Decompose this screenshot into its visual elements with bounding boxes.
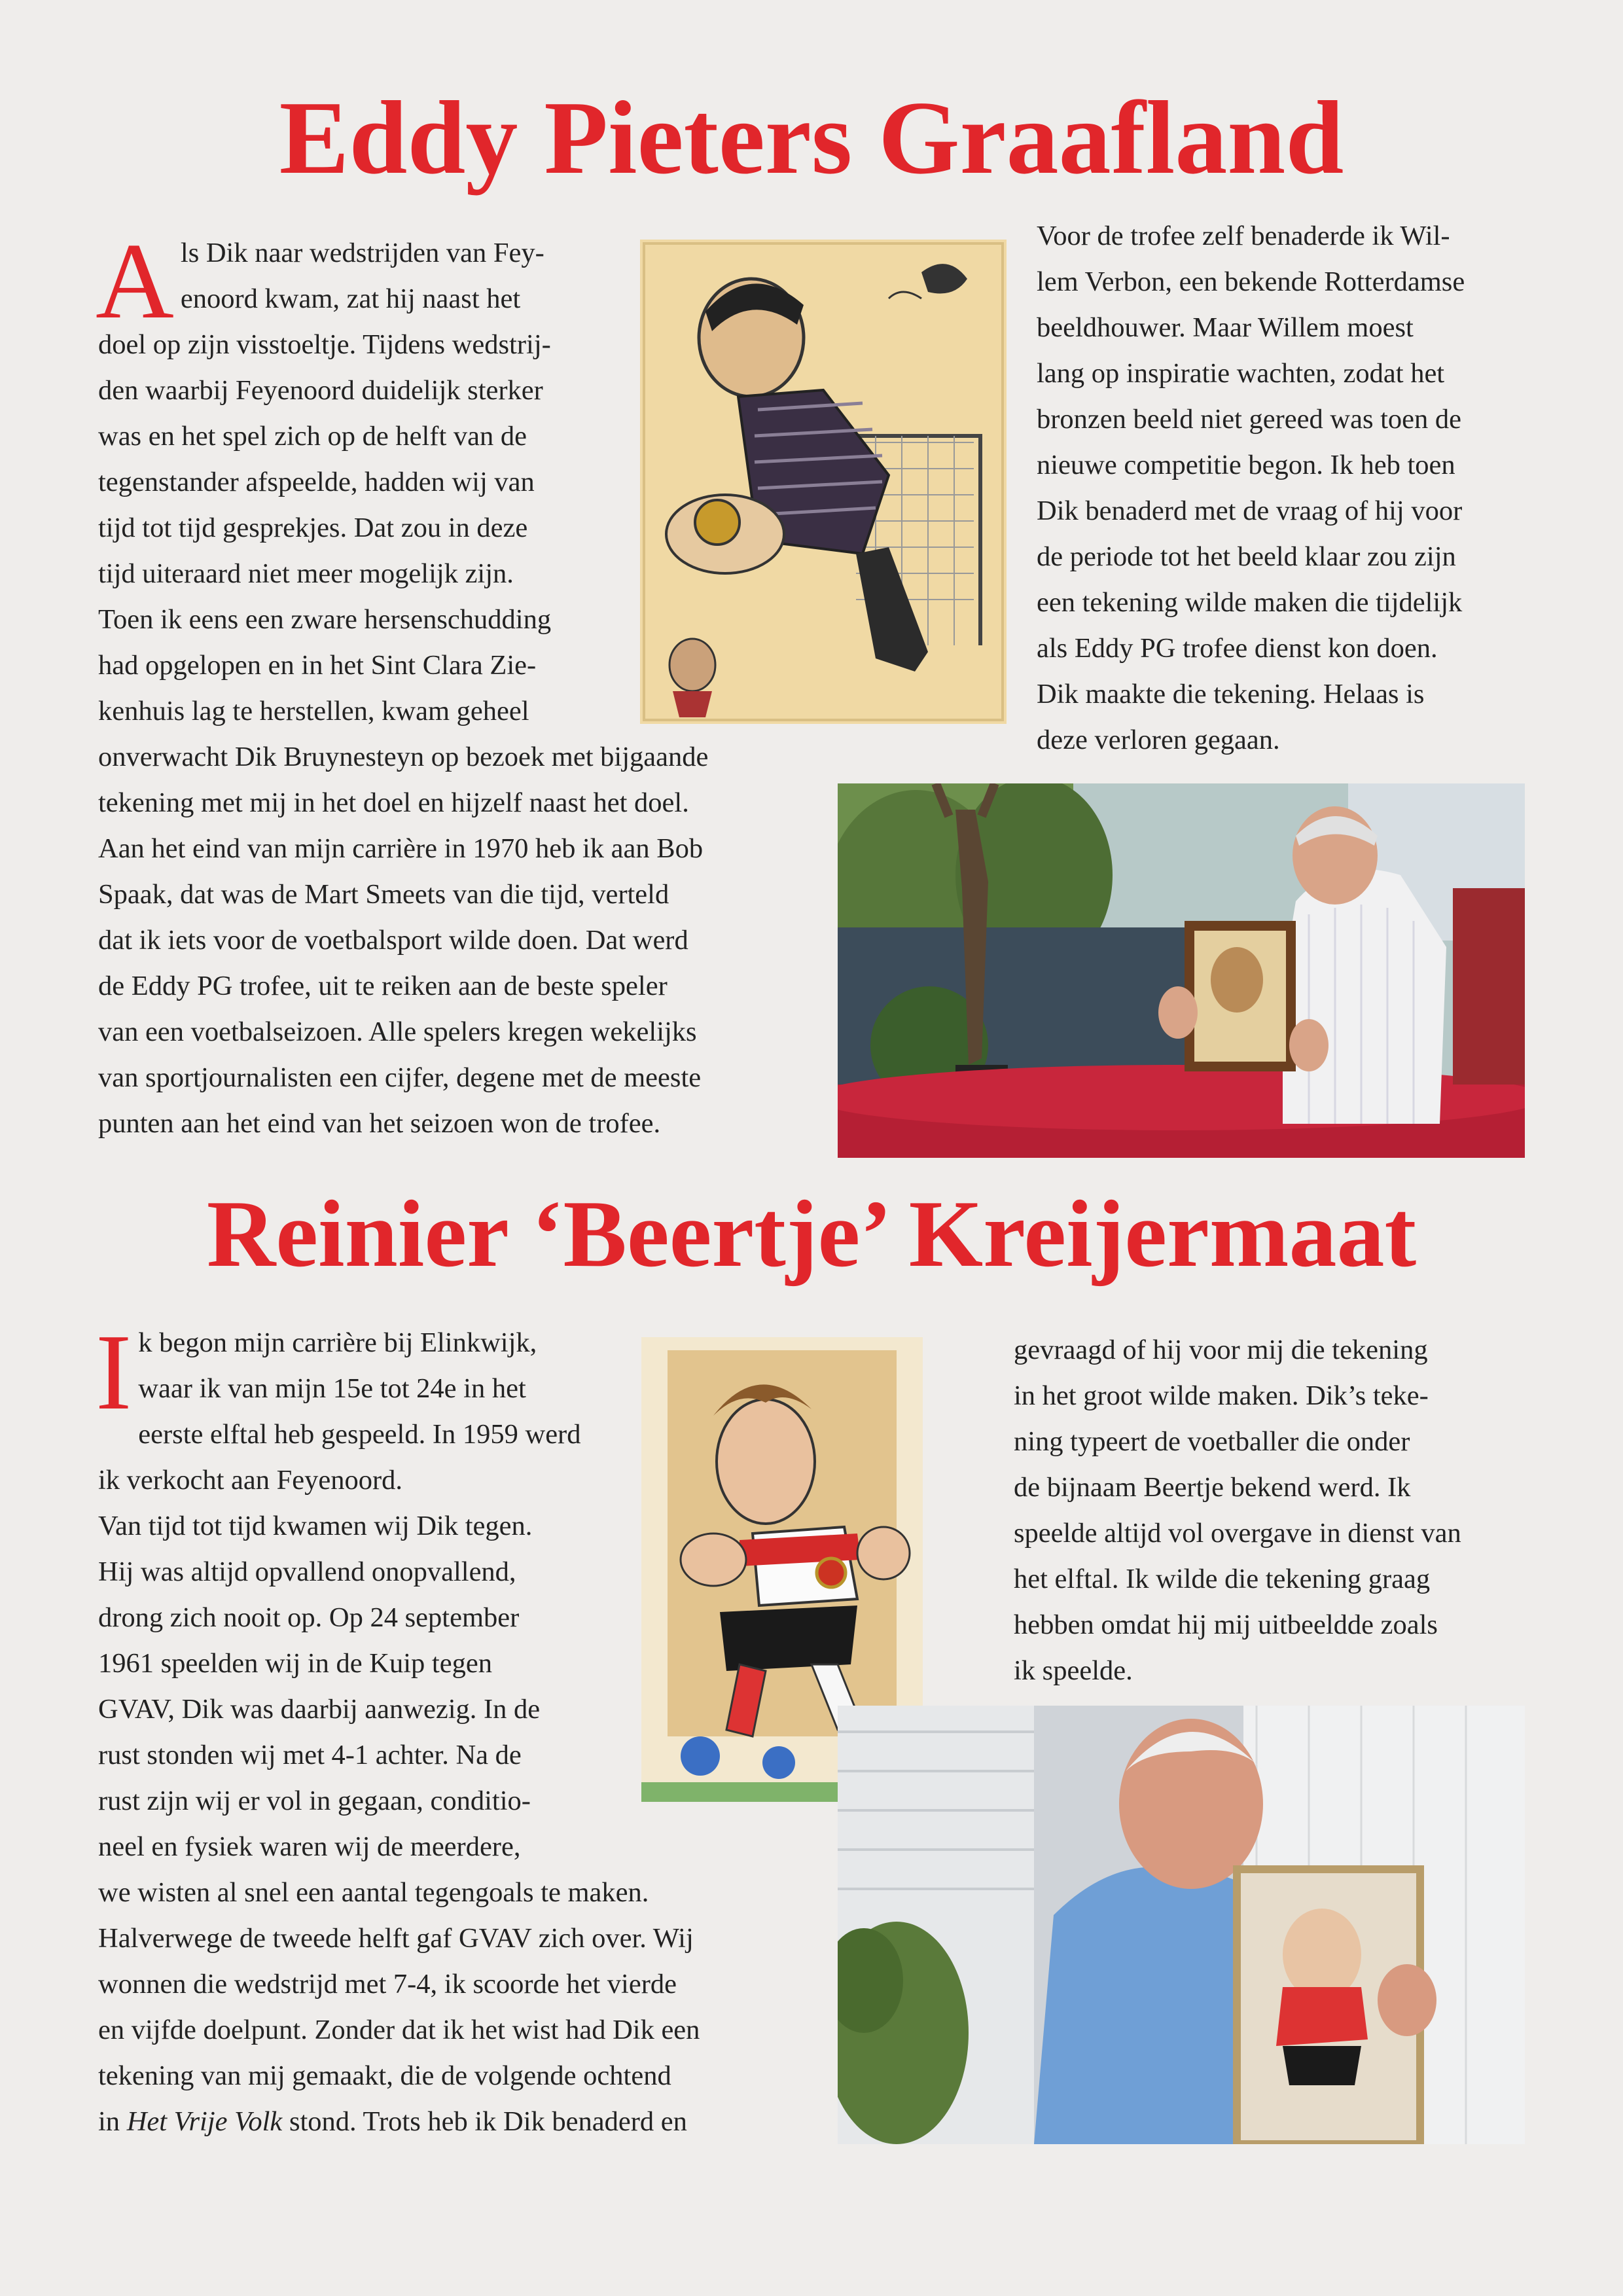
section2-left-text-line: rust zijn wij er vol in gegaan, conditio- (98, 1785, 531, 1816)
section2-title: Reinier ‘Beertje’ Kreijermaat (206, 1181, 1417, 1287)
section2-dropcap: I (96, 1312, 132, 1432)
section2-left-text-line: k begon mijn carrière bij Elinkwijk, (138, 1327, 537, 1358)
section2-left-text-line: waar ik van mijn 15e tot 24e in het (138, 1373, 526, 1404)
section2-right-column (1014, 1327, 1531, 1694)
section1-left-text-line: enoord kwam, zat hij naast het (180, 283, 521, 314)
section2-left-text-line: en vijfde doelpunt. Zonder dat ik het wist had Dik een (98, 2015, 700, 2045)
section1-left-text-line: tekening met mij in het doel en hijzelf naast het doel. (98, 787, 689, 818)
section1-left-text-line: punten aan het eind van het seizoen won de trofee. (98, 1108, 661, 1139)
section2-left-text-line: Hij was altijd opvallend onopvallend, (98, 1556, 516, 1587)
trophy-photo (838, 783, 1525, 1158)
section1-right-text-line: de periode tot het beeld klaar zou zijn (1037, 541, 1456, 572)
section1-left-text-line: de Eddy PG trofee, uit te reiken aan de beste speler (98, 971, 668, 1001)
section1-left-text-line: Spaak, dat was de Mart Smeets van die tijd, verteld (98, 879, 669, 910)
section2-left-text-line: tekening van mij gemaakt, die de volgende ochtend (98, 2060, 671, 2091)
section2-right-text-line: ik speelde. (1014, 1655, 1133, 1686)
goalkeeper-caricature-drawing (640, 240, 1007, 724)
section1-right-text-line: nieuwe competitie begon. Ik heb toen (1037, 450, 1455, 480)
section1-left-text-line: was en het spel zich op de helft van de (98, 421, 527, 452)
beertje-photo (838, 1706, 1525, 2144)
section1-left-text-line: kenhuis lag te herstellen, kwam geheel (98, 696, 529, 726)
section2-left-text-line: drong zich nooit op. Op 24 september (98, 1602, 520, 1633)
section2-left-text-line: ik verkocht aan Feyenoord. (98, 1465, 402, 1496)
section2-left-text-line: GVAV, Dik was daarbij aanwezig. In de (98, 1694, 541, 1725)
section2-right-text-line: de bijnaam Beertje bekend werd. Ik (1014, 1472, 1411, 1503)
section1-right-text-line: Dik maakte die tekening. Helaas is (1037, 679, 1425, 709)
section1-right-text-line: deze verloren gegaan. (1037, 725, 1280, 755)
section1-left-text-line: den waarbij Feyenoord duidelijk sterker (98, 375, 543, 406)
section2-right-text-line: in het groot wilde maken. Dik’s teke- (1014, 1380, 1429, 1411)
section1-left-text-line: van sportjournalisten een cijfer, degene met de meeste (98, 1062, 702, 1093)
section2-left-text-line: 1961 speelden wij in de Kuip tegen (98, 1648, 492, 1679)
section2-left-text-line: eerste elftal heb gespeeld. In 1959 werd (138, 1419, 581, 1450)
section2-right-text-line: hebben omdat hij mij uitbeeldde zoals (1014, 1609, 1438, 1640)
section1-dropcap: A (96, 221, 174, 341)
section2-left-text-line: wonnen die wedstrijd met 7-4, ik scoorde het vierde (98, 1969, 677, 2000)
section1-right-column (1037, 213, 1534, 763)
section1-left-text-line: Toen ik eens een zware hersenschudding (98, 604, 552, 635)
section1-left-text-line: Aan het eind van mijn carrière in 1970 heb ik aan Bob (98, 833, 704, 864)
section1-left-text-line: doel op zijn visstoeltje. Tijdens wedstrij- (98, 329, 551, 360)
section1-left-text-line: ls Dik naar wedstrijden van Fey- (180, 238, 544, 268)
section1-right-text-line: beeldhouwer. Maar Willem moest (1037, 312, 1414, 343)
section2-left-text-line: rust stonden wij met 4-1 achter. Na de (98, 1740, 522, 1770)
section1-right-text-line: bronzen beeld niet gereed was toen de (1037, 404, 1462, 435)
section1-right-text-line: Dik benaderd met de vraag of hij voor (1037, 495, 1463, 526)
section1-left-text-line: van een voetbalseizoen. Alle spelers kregen wekelijks (98, 1016, 697, 1047)
section1-right-text-line: een tekening wilde maken die tijdelijk (1037, 587, 1463, 618)
section2-right-text-line: speelde altijd vol overgave in dienst van (1014, 1518, 1461, 1549)
section1-left-text-line: tijd tot tijd gesprekjes. Dat zou in deze (98, 512, 528, 543)
section1-left-text-line: had opgelopen en in het Sint Clara Zie- (98, 650, 537, 681)
newspaper-name: Het Vrije Volk (126, 2106, 283, 2137)
section1-right-text-line: Voor de trofee zelf benaderde ik Wil- (1037, 221, 1450, 251)
section1-right-text-line: lem Verbon, een bekende Rotterdamse (1037, 266, 1465, 297)
section2-last-line: in Het Vrije Volk stond. Trots heb ik Dik benaderd en (98, 2106, 687, 2137)
section2-left-text-line: Halverwege de tweede helft gaf GVAV zich over. Wij (98, 1923, 694, 1954)
section2-right-text-line: gevraagd of hij voor mij die tekening (1014, 1335, 1428, 1365)
section2-left-text-line: Van tijd tot tijd kwamen wij Dik tegen. (98, 1511, 533, 1541)
section1-left-text-line: dat ik iets voor de voetbalsport wilde doen. Dat werd (98, 925, 688, 956)
section1-left-text-line: tijd uiteraard niet meer mogelijk zijn. (98, 558, 514, 589)
section2-left-text-line: we wisten al snel een aantal tegengoals te maken. (98, 1877, 649, 1908)
section1-right-text-line: als Eddy PG trofee dienst kon doen. (1037, 633, 1438, 664)
section2-left-text-line: neel en fysiek waren wij de meerdere, (98, 1831, 521, 1862)
section2-right-text-line: het elftal. Ik wilde die tekening graag (1014, 1564, 1431, 1594)
section1-title: Eddy Pieters Graafland (279, 79, 1344, 196)
section1-right-text-line: lang op inspiratie wachten, zodat het (1037, 358, 1445, 389)
section1-left-text-line: tegenstander afspeelde, hadden wij van (98, 467, 535, 497)
section2-right-text-line: ning typeert de voetballer die onder (1014, 1426, 1410, 1457)
section1-left-text-line: onverwacht Dik Bruynesteyn op bezoek met bijgaande (98, 742, 709, 772)
